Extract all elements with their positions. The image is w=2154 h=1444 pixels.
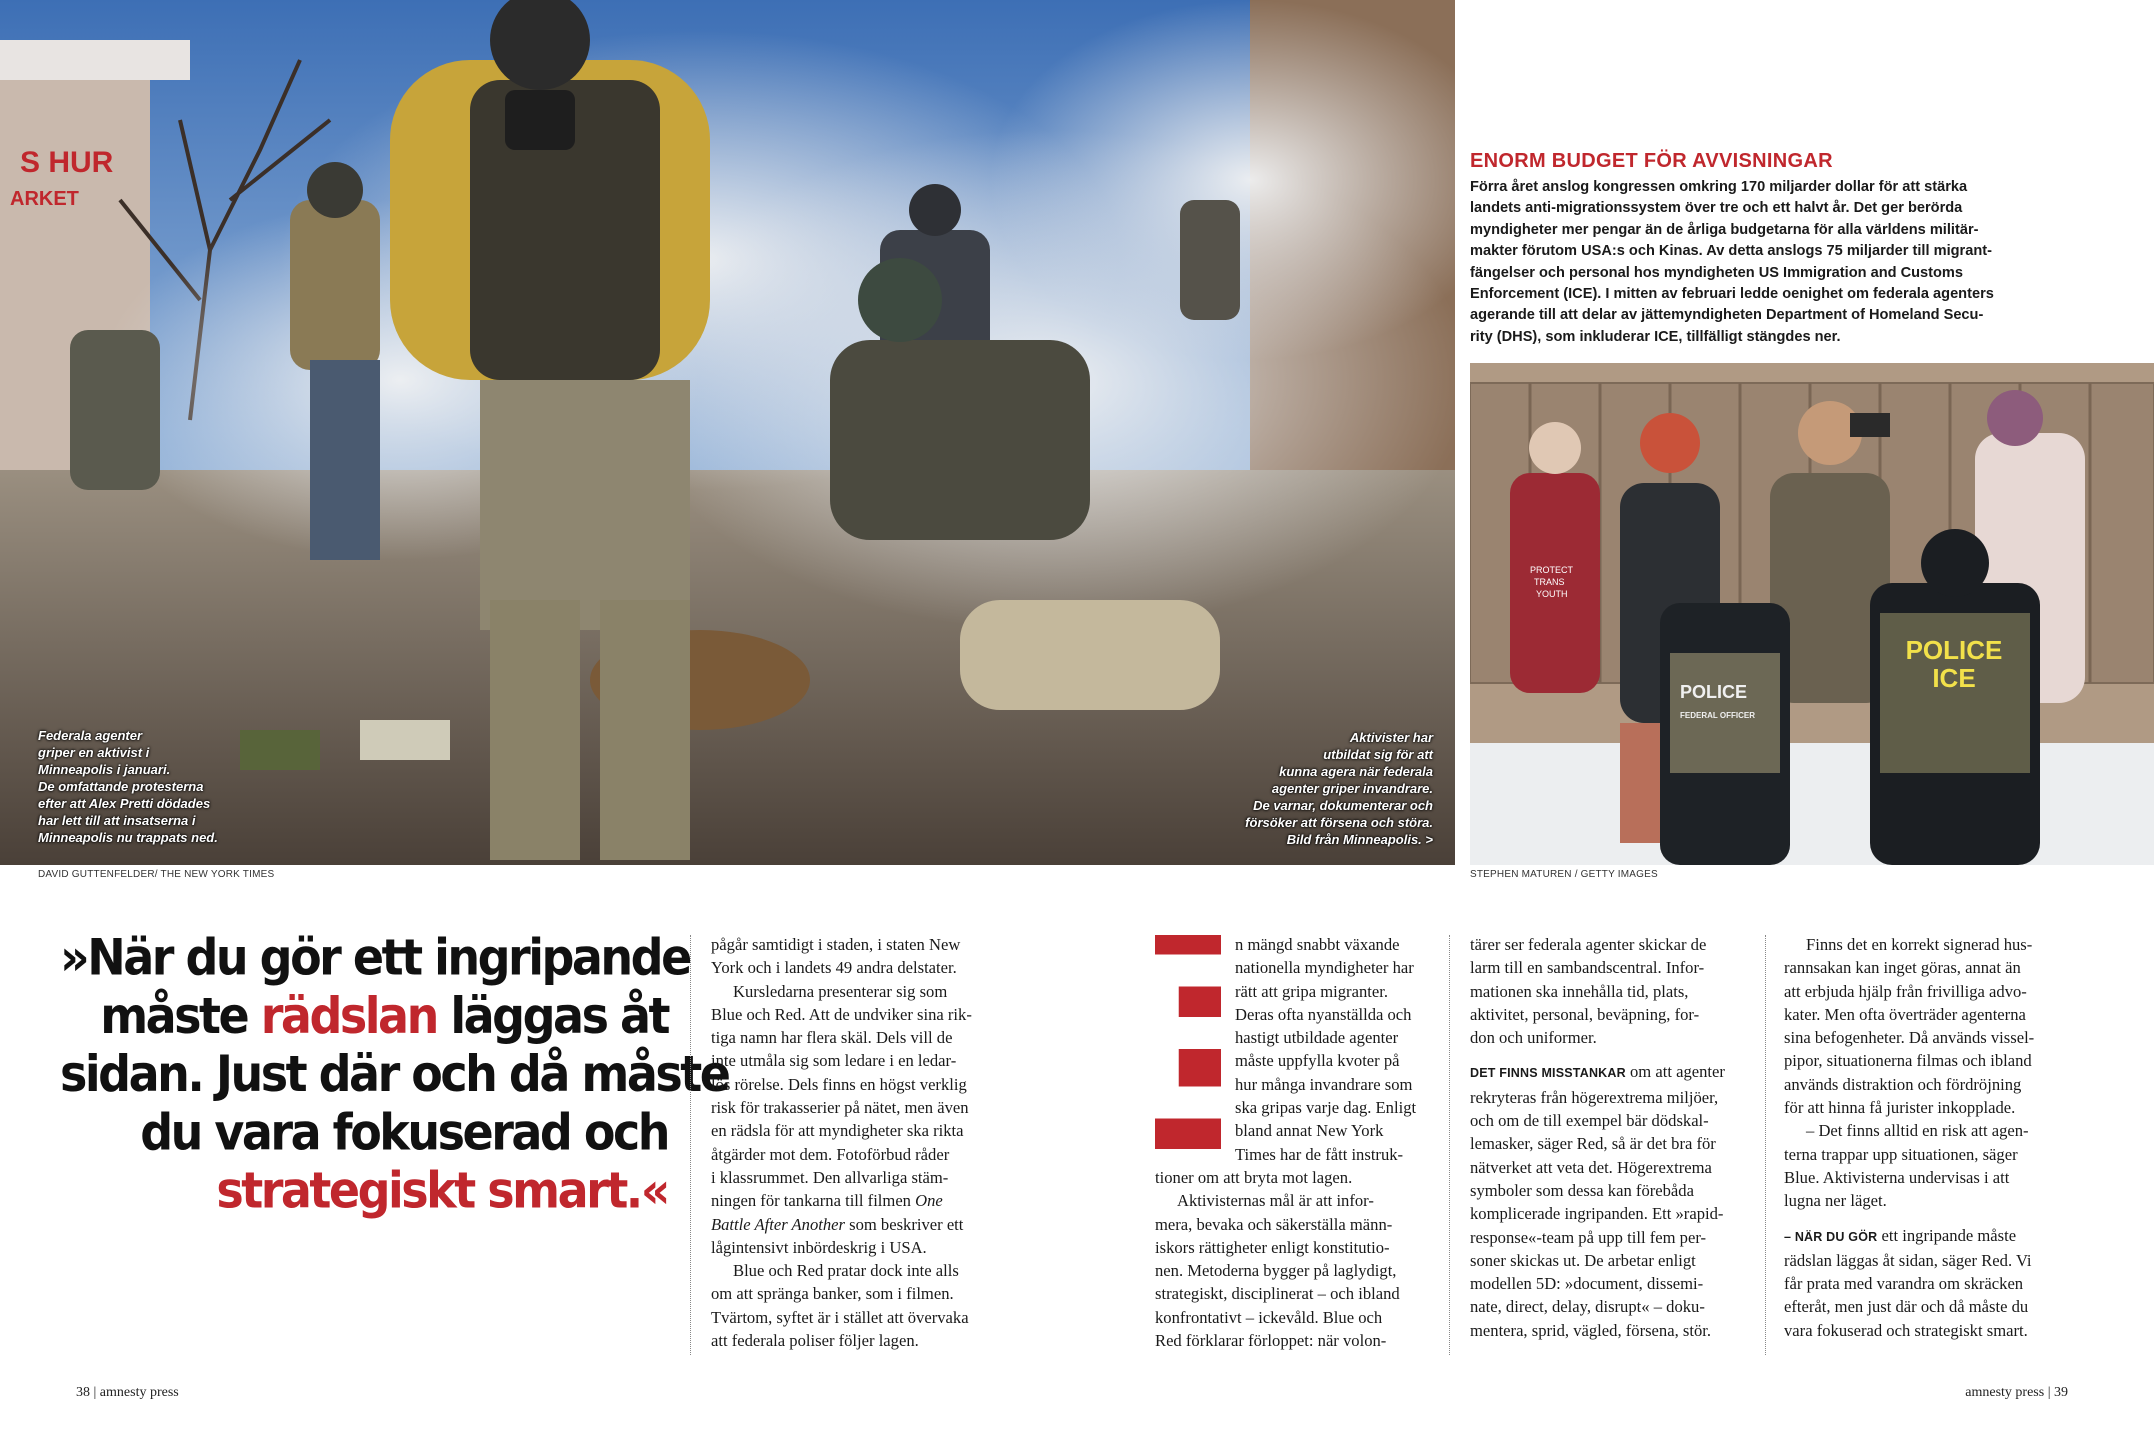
body-line: lågintensivt inbördeskrig i USA. — [711, 1237, 927, 1257]
body-line: om att spränga banker, som i filmen. — [711, 1284, 954, 1304]
body-line: Deras ofta nyanställda och — [1235, 1004, 1412, 1024]
body-line: i klassrummet. Den allvarliga stäm- — [711, 1167, 949, 1187]
body-line: rannsakan kan inget göras, annat än — [1784, 958, 2021, 978]
body-fragment: om att agenter — [1625, 1062, 1725, 1082]
body-line: måste uppfylla kvoter på — [1235, 1051, 1400, 1071]
body-line: mationen ska innehålla tid, plats, — [1470, 981, 1689, 1001]
body-line: nate, direct, delay, disrupt« – doku- — [1470, 1297, 1705, 1317]
pull-quote-line: du vara fokuserad och — [140, 1102, 668, 1162]
body-column-2a — [1235, 933, 1416, 1166]
body-line: används distraktion och fördröjning — [1784, 1074, 2022, 1094]
sidebar-budget — [1470, 150, 2130, 348]
body-line: Kursledarna presenterar sig som — [733, 981, 948, 1001]
body-line: en rädsla för att myndigheter ska rikta — [711, 1121, 964, 1141]
body-line: – Det finns alltid en risk att agen- — [1806, 1121, 2029, 1141]
caption-line: Aktivister har — [1349, 730, 1433, 745]
body-line: lemasker, säger Red, så är det bra för — [1470, 1134, 1716, 1154]
caption-line: agenter griper invandrare. — [1271, 781, 1433, 796]
body-line: larm till en sambandscentral. Infor- — [1470, 958, 1705, 978]
body-line: komplicerade ingripanden. Ett »rapid- — [1470, 1204, 1724, 1224]
pull-quote-fragment: måste — [100, 986, 261, 1045]
body-line: rekryteras från högerextrema miljöer, — [1470, 1087, 1719, 1107]
body-line: rädslan läggas åt sidan, säger Red. Vi — [1784, 1250, 2032, 1270]
body-column-2b — [1155, 1166, 1400, 1352]
column-rule — [1765, 935, 1766, 1355]
body-line: lugna ner läget. — [1784, 1191, 1887, 1211]
sweater-text: PROTECT — [1530, 565, 1574, 575]
body-column-4 — [1784, 933, 2034, 1342]
body-line: vara fokuserad och strategiskt smart. — [1784, 1320, 2028, 1340]
pull-quote-line: »När du gör ett ingripande — [60, 928, 690, 987]
body-line: soner skickas ut. De arbetar enligt — [1470, 1250, 1696, 1270]
column-rule — [1449, 935, 1450, 1355]
body-line: rätt att gripa migranter. — [1235, 981, 1388, 1001]
body-line: Aktivisternas mål är att infor- — [1177, 1191, 1374, 1211]
body-line: tärer ser federala agenter skickar de — [1470, 935, 1707, 954]
photo-credit-left: DAVID GUTTENFELDER/ THE NEW YORK TIMES — [38, 869, 275, 880]
film-title: One — [915, 1191, 943, 1211]
body-line: n mängd snabbt växande — [1235, 935, 1400, 954]
photo-caption-right — [1245, 729, 1433, 848]
caption-line: De omfattande protesterna — [38, 779, 204, 794]
body-line: och om de till exempel bär dödskal- — [1470, 1111, 1709, 1131]
body-line: kater. Men ofta överträder agenterna — [1784, 1004, 2026, 1024]
body-line: nen. Metoderna bygger på laglydigt, — [1155, 1261, 1397, 1281]
body-line: nationella myndigheter har — [1235, 958, 1414, 978]
body-column-3 — [1470, 933, 1725, 1342]
photo-protest-minneapolis — [0, 0, 1455, 865]
caption-line: Federala agenter — [38, 728, 143, 743]
body-line: att federala poliser följer lagen. — [711, 1331, 919, 1351]
body-line: Finns det en korrekt signerad hus- — [1806, 935, 2033, 954]
body-line: mentera, sprid, vägled, försena, stör. — [1470, 1320, 1711, 1340]
folio-left: 38 | amnesty press — [76, 1385, 179, 1400]
body-line: att erbjuda hjälp från frivilliga advo- — [1784, 981, 2027, 1001]
film-title: Battle After Another — [711, 1214, 845, 1234]
body-column-1 — [711, 933, 972, 1352]
vest-text: ICE — [1932, 663, 1976, 693]
caption-line: har lett till att insatserna i — [38, 813, 196, 828]
pull-quote-line — [60, 1161, 668, 1219]
body-line: nätverket att veta det. Högerextrema — [1470, 1157, 1712, 1177]
pull-quote-highlight: rädslan — [260, 986, 437, 1045]
body-line: bland annat New York — [1235, 1121, 1384, 1141]
storefront-sign: S HUR — [20, 146, 114, 179]
body-line: efteråt, men just där och då måste du — [1784, 1297, 2029, 1317]
body-line: för att hinna få jurister inkopplade. — [1784, 1098, 2016, 1118]
sidebar-line: landets anti-migrationssystem över tre och ett halvt år. Det ger berörda — [1470, 200, 1963, 217]
body-line: Red förklarar förloppet: när volon- — [1155, 1331, 1387, 1351]
caption-line: försöker att försena och störa. — [1245, 815, 1433, 830]
sidebar-body — [1470, 177, 2130, 348]
body-line: sina befogenheter. Då används vissel- — [1784, 1028, 2035, 1048]
body-line: inte utmåla sig som ledare i en ledar- — [711, 1051, 957, 1071]
body-line: hastigt utbildade agenter — [1235, 1028, 1399, 1048]
photo-credit-right: STEPHEN MATUREN / GETTY IMAGES — [1470, 869, 1658, 880]
caption-line: utbildat sig för att — [1323, 747, 1433, 762]
caption-line: efter att Alex Pretti dödades — [38, 796, 211, 811]
body-line: Blue och Red pratar dock inte alls — [733, 1261, 959, 1281]
body-line: Battle After Another som beskriver ett — [711, 1214, 964, 1234]
body-line: får prata med varandra om skräcken — [1784, 1274, 2024, 1294]
body-line: modellen 5D: »document, dissemi- — [1470, 1274, 1704, 1294]
body-line: ska gripas varje dag. Enligt — [1235, 1098, 1417, 1118]
sidebar-heading: ENORM BUDGET FÖR AVVISNINGAR — [1470, 150, 1833, 172]
vest-text: FEDERAL OFFICER — [1680, 711, 1755, 720]
drop-cap — [1136, 911, 1240, 1173]
drop-cap-letter: E — [1136, 911, 1240, 1173]
caption-line: griper en aktivist i — [38, 745, 150, 760]
body-line: konfrontativt – ickevåld. Blue och — [1155, 1307, 1383, 1327]
body-line: tioner om att bryta mot lagen. — [1155, 1168, 1353, 1187]
body-line: hur många invandrare som — [1235, 1074, 1413, 1094]
pull-quote-line: sidan. Just där och då måste — [60, 1044, 729, 1103]
photo-activists-ice — [1470, 363, 2154, 865]
pull-quote-fragment: läggas åt — [436, 986, 668, 1045]
sidebar-line: agerande till att delar av jättemyndigheten Department of Homeland Secu- — [1470, 307, 1984, 324]
body-line — [1470, 1060, 1725, 1085]
storefront-sign-2: ARKET — [10, 188, 79, 210]
pull-quote — [60, 928, 729, 1220]
caption-line: De varnar, dokumenterar och — [1253, 798, 1433, 813]
caption-line: Bild från Minneapolis. > — [1286, 832, 1433, 847]
vest-text: POLICE — [1905, 635, 2003, 665]
body-line: don och uniformer. — [1470, 1028, 1597, 1048]
body-fragment: ett ingripande måste — [1877, 1225, 2017, 1245]
body-line: Blue och Red. Att de undviker sina rik- — [711, 1004, 972, 1024]
caption-line: kunna agera när federala — [1279, 764, 1433, 779]
sweater-text: TRANS — [1534, 577, 1565, 587]
body-line: response«-team på upp till fem per- — [1470, 1227, 1707, 1247]
sidebar-line: Förra året anslog kongressen omkring 170 miljarder dollar för att stärka — [1470, 179, 1968, 195]
body-line: symboler som dessa kan förebåda — [1470, 1180, 1694, 1200]
photo-caption-left — [38, 727, 218, 846]
body-line: Tvärtom, syftet är i stället att övervaka — [711, 1307, 969, 1327]
sidebar-line: makter förutom USA:s och Kinas. Av detta anslogs 75 miljarder till migrant- — [1470, 243, 1992, 260]
body-line: aktivitet, personal, beväpning, for- — [1470, 1004, 1700, 1024]
photo-protest-illustration — [0, 0, 1455, 865]
body-line: terna trappar upp situationen, säger — [1784, 1144, 2018, 1164]
body-line: risk för trakasserier på nätet, men även — [711, 1098, 969, 1118]
body-line: pågår samtidigt i staden, i staten New — [711, 935, 961, 954]
pull-quote-highlight: strategiskt smart.« — [216, 1161, 668, 1220]
sidebar-line: Enforcement (ICE). I mitten av februari ledde oenighet om federala agenters — [1470, 286, 1994, 303]
body-line: pipor, situationerna filmas och ibland — [1784, 1051, 2032, 1071]
body-line — [1784, 1224, 2034, 1249]
photo-activists-illustration — [1470, 363, 2154, 865]
sidebar-line: myndigheter mer pengar än de årliga budgetarna för alla världens militär- — [1470, 221, 1979, 238]
folio-right: amnesty press | 39 — [1965, 1385, 2068, 1400]
caption-line: Minneapolis i januari. — [38, 762, 171, 777]
body-line: ningen för tankarna till filmen One — [711, 1191, 943, 1211]
caption-line: Minneapolis nu trappats ned. — [38, 830, 218, 845]
body-line: strategiskt, disciplinerat – och ibland — [1155, 1284, 1400, 1304]
sidebar-line: rity (DHS), som inkluderar ICE, tillfälligt stängdes ner. — [1470, 328, 1841, 345]
body-line: iskors rättigheter enligt konstitutio- — [1155, 1237, 1390, 1257]
paragraph-lead: – NÄR DU GÖR — [1784, 1229, 1878, 1244]
column-rule — [690, 935, 691, 1355]
body-line: åtgärder mot dem. Fotoförbud råder — [711, 1144, 950, 1164]
vest-text: POLICE — [1680, 682, 1748, 702]
body-line: Blue. Aktivisterna undervisas i att — [1784, 1167, 2010, 1187]
body-line: tiga namn har flera skäl. Dels vill de — [711, 1028, 953, 1048]
body-line: mera, bevaka och säkerställa männ- — [1155, 1214, 1393, 1234]
body-line: Times har de fått instruk- — [1235, 1144, 1404, 1164]
pull-quote-line — [60, 986, 668, 1044]
paragraph-lead: DET FINNS MISSTANKAR — [1470, 1066, 1626, 1081]
body-line: lös rörelse. Dels finns en högst verklig — [711, 1074, 967, 1094]
body-line: York och i landets 49 andra delstater. — [711, 958, 957, 978]
sidebar-line: fängelser och personal hos myndigheten US Immigration and Customs — [1470, 264, 1964, 281]
sweater-text: YOUTH — [1536, 589, 1568, 599]
